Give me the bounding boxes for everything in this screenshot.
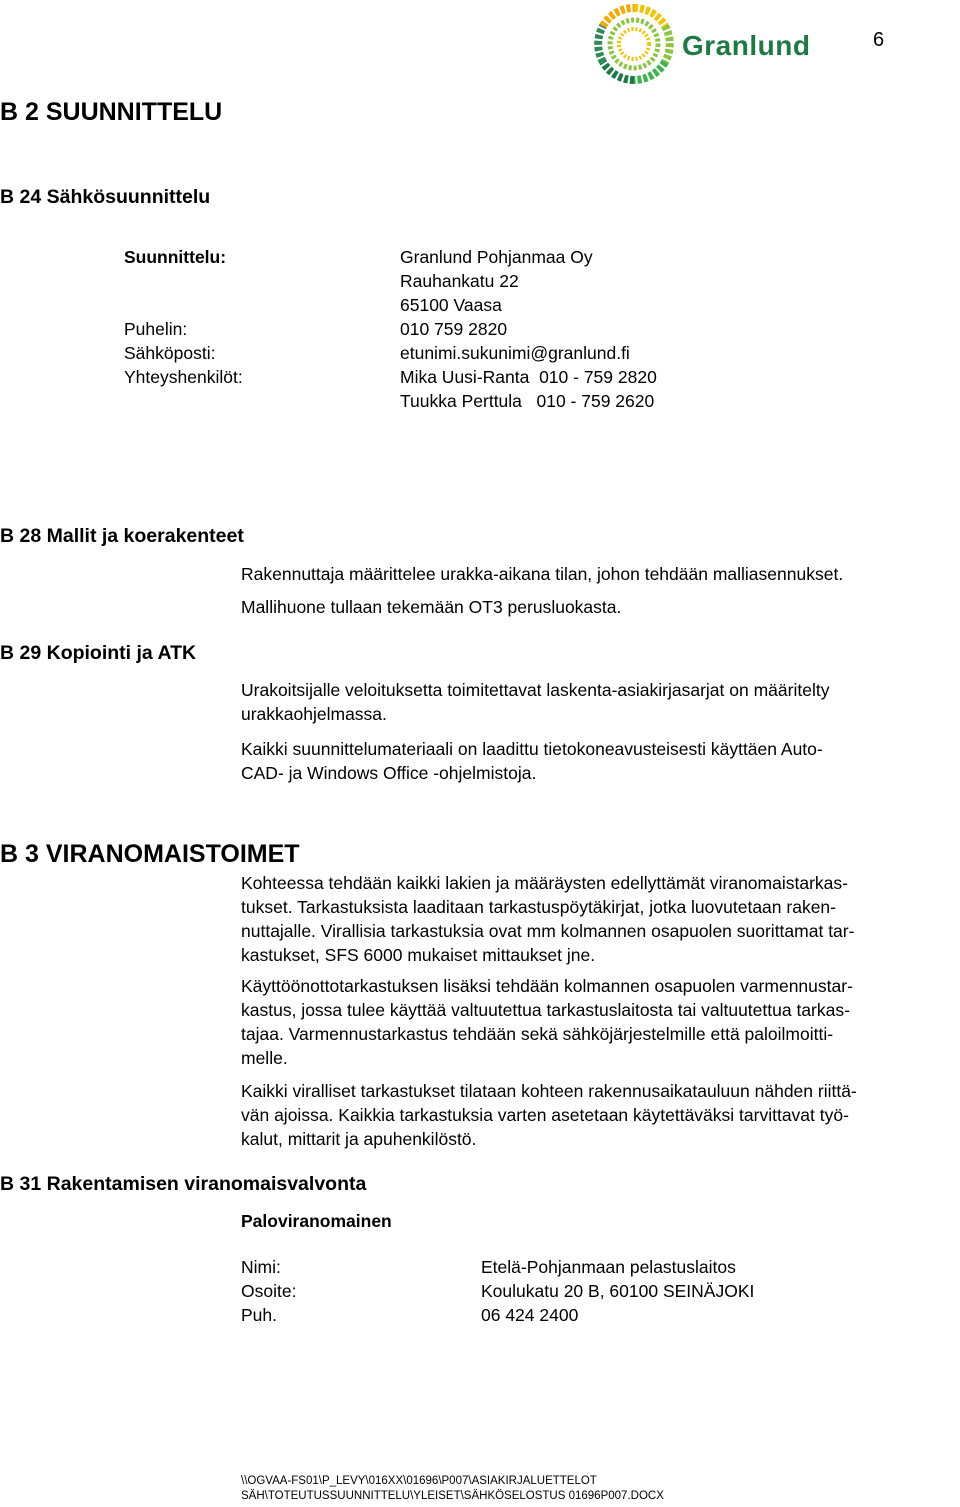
authority-phone-value: 06 424 2400 <box>481 1305 579 1325</box>
section-heading-b24: B 24 Sähkösuunnittelu <box>0 186 211 208</box>
phone-value: 010 759 2820 <box>400 319 508 339</box>
paragraph-line: tajaa. Varmennustarkastus tehdään sekä sähköjärjestelmille että paloilmoitti- <box>241 1024 834 1044</box>
section-heading-b31: B 31 Rakentamisen viranomaisvalvonta <box>0 1173 367 1195</box>
footer-path-line-2: SÄH\TOTEUTUSSUUNNITTELU\YLEISET\SÄHKÖSELOSTUS 01696P007.DOCX <box>241 1490 664 1502</box>
phone-label: Puhelin: <box>124 319 188 339</box>
paragraph-line: Urakoitsijalle veloituksetta toimitettavat laskenta-asiakirjasarjat on määritelty <box>241 680 830 700</box>
section-heading-b3: B 3 VIRANOMAISTOIMET <box>0 840 300 868</box>
paragraph-line: Kaikki viralliset tarkastukset tilataan kohteen rakennusaikatauluun nähden riittä- <box>241 1081 857 1101</box>
email-label: Sähköposti: <box>124 343 216 363</box>
page-number: 6 <box>873 29 885 51</box>
logo-wordmark: Granlund <box>682 30 811 61</box>
granlund-logo-icon <box>594 4 674 84</box>
paragraph-line: CAD- ja Windows Office -ohjelmistoja. <box>241 763 537 783</box>
address-label: Osoite: <box>241 1281 297 1301</box>
paragraph-line: Kaikki suunnittelumateriaali on laadittu tietokoneavusteisesti käyttäen Auto- <box>241 739 823 759</box>
company-name: Granlund Pohjanmaa Oy <box>400 247 593 267</box>
section-heading-b29: B 29 Kopiointi ja ATK <box>0 642 197 664</box>
paragraph-line: kalut, mittarit ja apuhenkilöstö. <box>241 1129 477 1149</box>
name-label: Nimi: <box>241 1257 281 1277</box>
name-value: Etelä-Pohjanmaan pelastuslaitos <box>481 1257 736 1277</box>
suunnittelu-label: Suunnittelu: <box>124 247 227 267</box>
b31-subheading: Paloviranomainen <box>241 1211 392 1231</box>
postal-address: 65100 Vaasa <box>400 295 502 315</box>
b29-paragraph-1 <box>241 678 960 726</box>
paragraph-line: Käyttöönottotarkastuksen lisäksi tehdään kolmannen osapuolen varmennustar- <box>241 976 853 996</box>
paragraph-line: kastus, jossa tulee käyttää valtuutettua tarkastuslaitosta tai valtuutettua tarkas- <box>241 1000 850 1020</box>
street-address: Rauhankatu 22 <box>400 271 519 291</box>
contacts-label: Yhteyshenkilöt: <box>124 367 243 387</box>
b28-text-line-1: Rakennuttaja määrittelee urakka-aikana tilan, johon tehdään malliasennukset. <box>241 564 844 584</box>
email-value[interactable]: etunimi.sukunimi@granlund.fi <box>400 343 630 363</box>
address-value: Koulukatu 20 B, 60100 SEINÄJOKI <box>481 1281 755 1301</box>
b3-paragraph-2 <box>241 974 960 1070</box>
contact-person-1: Mika Uusi-Ranta 010 - 759 2820 <box>400 367 657 387</box>
paragraph-line: tukset. Tarkastuksista laaditaan tarkastuspöytäkirjat, jotka luovutetaan raken- <box>241 897 836 917</box>
paragraph-line: Kohteessa tehdään kaikki lakien ja määräysten edellyttämät viranomaistarkas- <box>241 873 848 893</box>
b3-paragraph-1 <box>241 871 960 967</box>
b28-text-line-2: Mallihuone tullaan tekemään OT3 perusluokasta. <box>241 597 622 617</box>
granlund-logo <box>594 4 814 84</box>
paragraph-line: nuttajalle. Virallisia tarkastuksia ovat mm kolmannen osapuolen suorittamat tar- <box>241 921 855 941</box>
footer-path-line-1: \\OGVAA-FS01\P_LEVY\016XX\01696\P007\ASIAKIRJALUETTELOT <box>241 1475 597 1487</box>
section-heading-b2: B 2 SUUNNITTELU <box>0 98 223 126</box>
paragraph-line: kastukset, SFS 6000 mukaiset mittaukset jne. <box>241 945 596 965</box>
section-heading-b28: B 28 Mallit ja koerakenteet <box>0 525 244 547</box>
paragraph-line: vän ajoissa. Kaikkia tarkastuksia varten asetetaan käytettäväksi tarvittavat työ- <box>241 1105 849 1125</box>
b3-paragraph-3 <box>241 1079 960 1151</box>
contact-person-2: Tuukka Perttula 010 - 759 2620 <box>400 391 655 411</box>
authority-phone-label: Puh. <box>241 1305 277 1325</box>
b29-paragraph-2 <box>241 737 960 785</box>
paragraph-line: melle. <box>241 1048 288 1068</box>
paragraph-line: urakkaohjelmassa. <box>241 704 387 724</box>
